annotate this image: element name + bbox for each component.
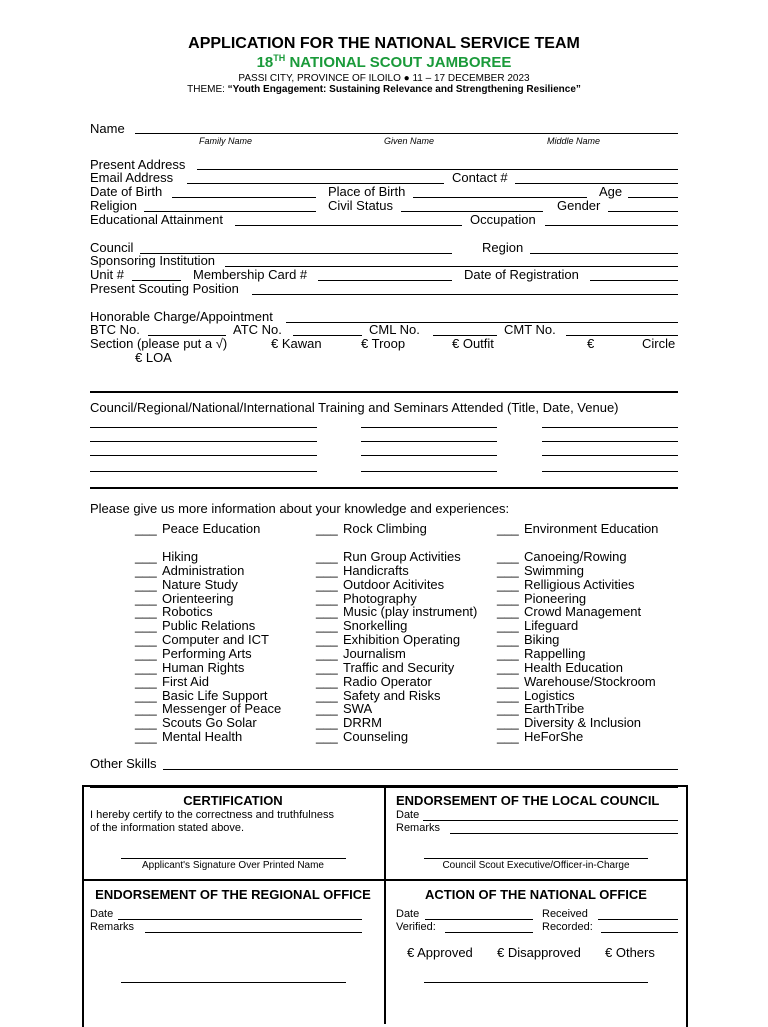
received-label: Received: [542, 908, 588, 920]
skill-label: Music (play instrument): [343, 604, 478, 620]
skill-checkbox[interactable]: ___: [497, 576, 519, 592]
box-divider-vertical: [384, 785, 386, 1024]
training-entry-field[interactable]: [361, 427, 497, 428]
applicant-signature-caption: Applicant's Signature Over Printed Name: [142, 860, 324, 871]
skills-intro: Please give us more information about your knowledge and experiences:: [90, 501, 510, 516]
age-field[interactable]: [628, 197, 678, 198]
skill-label: Human Rights: [162, 659, 245, 675]
training-entry-field[interactable]: [90, 427, 317, 428]
skill-label: SWA: [343, 701, 373, 717]
national-signature-field[interactable]: [424, 982, 648, 983]
training-entry-field[interactable]: [542, 471, 678, 472]
local-remarks-field[interactable]: [450, 833, 678, 834]
regional-remarks-field[interactable]: [145, 932, 362, 933]
civil-status-label: Civil Status: [328, 198, 394, 213]
skill-label: Mental Health: [162, 729, 243, 745]
council-signature-field[interactable]: [424, 858, 648, 859]
skill-label: Radio Operator: [343, 673, 432, 689]
approved-checkbox[interactable]: € Approved: [407, 945, 473, 960]
given-name-caption: Given Name: [384, 136, 435, 146]
local-date-label: Date: [396, 809, 420, 821]
unit-label: Unit #: [90, 267, 124, 282]
registration-label: Date of Registration: [464, 267, 579, 282]
position-field[interactable]: [252, 294, 678, 295]
skill-label: Environment Education: [524, 521, 659, 536]
name-label: Name: [90, 121, 125, 136]
email-field[interactable]: [187, 183, 444, 184]
divider: [90, 391, 678, 393]
contact-label: Contact #: [452, 170, 508, 185]
skill-checkbox[interactable]: ___: [135, 618, 157, 634]
skill-label: Performing Arts: [162, 645, 252, 661]
skill-checkbox[interactable]: ___: [316, 701, 338, 717]
skill-label: Warehouse/Stockroom: [524, 673, 656, 689]
skill-label: Hiking: [162, 549, 199, 564]
skill-label: HeForShe: [524, 729, 584, 745]
skill-checkbox[interactable]: ___: [135, 590, 157, 606]
skill-label: Logistics: [524, 687, 575, 703]
jamboree-title: 18TH NATIONAL SCOUT JAMBOREE: [256, 53, 512, 71]
training-entry-field[interactable]: [542, 441, 678, 442]
skill-checkbox[interactable]: ___: [135, 673, 157, 689]
training-entry-field[interactable]: [361, 455, 497, 456]
circle-label: Circle: [642, 336, 676, 351]
outfit-checkbox[interactable]: € Outfit: [452, 336, 494, 351]
skill-checkbox[interactable]: ___: [135, 701, 157, 717]
skill-label: Swimming: [524, 562, 584, 578]
skill-checkbox[interactable]: ___: [497, 687, 519, 703]
other-skills-field[interactable]: [163, 769, 678, 770]
skill-label: Crowd Management: [524, 604, 642, 620]
name-field[interactable]: [135, 133, 678, 134]
skill-checkbox[interactable]: ___: [316, 604, 338, 620]
national-title: ACTION OF THE NATIONAL OFFICE: [425, 887, 647, 902]
skill-checkbox[interactable]: ___: [316, 590, 338, 606]
skill-label: Nature Study: [162, 576, 238, 592]
skill-checkbox[interactable]: ___: [316, 715, 338, 731]
skill-label: Scouts Go Solar: [162, 715, 257, 731]
disapproved-checkbox[interactable]: € Disapproved: [497, 945, 581, 960]
training-entry-field[interactable]: [542, 427, 678, 428]
skill-checkbox[interactable]: ___: [497, 701, 519, 717]
skill-checkbox[interactable]: ___: [497, 618, 519, 634]
honorable-field[interactable]: [286, 322, 678, 323]
verified-label: Verified:: [396, 921, 436, 933]
certification-text-1: I hereby certify to the correctness and truthfulness: [90, 809, 334, 821]
skill-label: Biking: [524, 632, 560, 648]
skill-label: Rock Climbing: [343, 521, 427, 536]
skill-checkbox[interactable]: ___: [316, 687, 338, 703]
skill-checkbox[interactable]: ___: [135, 521, 157, 536]
skill-checkbox[interactable]: ___: [135, 549, 157, 564]
local-date-field[interactable]: [423, 820, 678, 821]
regional-title: ENDORSEMENT OF THE REGIONAL OFFICE: [95, 887, 371, 902]
training-entry-field[interactable]: [90, 471, 317, 472]
circle-checkbox[interactable]: €: [587, 336, 595, 351]
regional-date-field[interactable]: [118, 919, 362, 920]
region-field[interactable]: [530, 253, 678, 254]
skill-label: Snorkelling: [343, 618, 408, 634]
skill-checkbox[interactable]: ___: [497, 632, 519, 648]
skill-label: Diversity & Inclusion: [524, 715, 642, 731]
skill-label: Rappelling: [524, 645, 586, 661]
skill-label: Outdoor Acitivites: [343, 576, 445, 592]
skill-label: Messenger of Peace: [162, 701, 282, 717]
cmt-label: CMT No.: [504, 322, 556, 337]
section-label: Section (please put a √): [90, 336, 228, 351]
email-label: Email Address: [90, 170, 174, 185]
skill-label: Administration: [162, 562, 245, 578]
others-checkbox[interactable]: € Others: [605, 945, 655, 960]
skill-label: Run Group Activities: [343, 549, 461, 564]
skill-label: Journalism: [343, 645, 406, 661]
skill-checkbox[interactable]: ___: [135, 687, 157, 703]
cml-label: CML No.: [369, 322, 420, 337]
council-signature-caption: Council Scout Executive/Officer-in-Charge: [442, 860, 630, 871]
gender-field[interactable]: [608, 211, 678, 212]
local-remarks-label: Remarks: [396, 822, 441, 834]
recorded-field[interactable]: [601, 932, 678, 933]
membership-label: Membership Card #: [193, 267, 308, 282]
skill-checkbox[interactable]: ___: [497, 562, 519, 578]
skill-label: Photography: [343, 590, 417, 606]
skill-label: Peace Education: [162, 521, 261, 536]
verified-field[interactable]: [445, 932, 533, 933]
skill-label: Pioneering: [524, 590, 587, 606]
skill-checkbox[interactable]: ___: [135, 632, 157, 648]
recorded-label: Recorded:: [542, 921, 593, 933]
dob-label: Date of Birth: [90, 184, 163, 199]
skill-checkbox[interactable]: ___: [316, 673, 338, 689]
skill-checkbox[interactable]: ___: [316, 632, 338, 648]
dob-field[interactable]: [172, 197, 316, 198]
other-skills-label: Other Skills: [90, 756, 157, 771]
skill-checkbox[interactable]: ___: [316, 659, 338, 675]
loa-checkbox[interactable]: € LOA: [135, 350, 172, 365]
regional-remarks-label: Remarks: [90, 921, 135, 933]
skill-label: Basic Life Support: [162, 687, 268, 703]
education-field[interactable]: [235, 225, 462, 226]
skill-checkbox[interactable]: ___: [135, 576, 157, 592]
registration-field[interactable]: [590, 280, 678, 281]
skill-checkbox[interactable]: ___: [497, 645, 519, 661]
event-theme: THEME: “Youth Engagement: Sustaining Relevance and Strengthening Resilience”: [187, 84, 581, 95]
skill-checkbox[interactable]: ___: [497, 729, 519, 745]
age-label: Age: [599, 184, 623, 199]
skill-label: Safety and Risks: [343, 687, 441, 703]
contact-field[interactable]: [515, 183, 678, 184]
skill-checkbox[interactable]: ___: [316, 549, 338, 564]
training-entry-field[interactable]: [361, 471, 497, 472]
skill-checkbox[interactable]: ___: [135, 645, 157, 661]
skill-label: Orienteering: [162, 590, 234, 606]
present-address-field[interactable]: [197, 169, 678, 170]
skill-label: First Aid: [162, 673, 209, 689]
regional-date-label: Date: [90, 908, 114, 920]
honorable-label: Honorable Charge/Appointment: [90, 309, 273, 324]
present-address-label: Present Address: [90, 157, 186, 172]
family-name-caption: Family Name: [199, 136, 253, 146]
occupation-label: Occupation: [470, 212, 536, 227]
skill-label: Exhibition Operating: [343, 632, 461, 648]
skill-checkbox[interactable]: ___: [135, 562, 157, 578]
skill-label: Lifeguard: [524, 618, 579, 634]
region-label: Region: [482, 240, 524, 255]
training-entry-field[interactable]: [361, 441, 497, 442]
training-entry-field[interactable]: [90, 455, 317, 456]
skill-checkbox[interactable]: ___: [135, 604, 157, 620]
certification-text-2: of the information stated above.: [90, 822, 245, 834]
skill-checkbox[interactable]: ___: [316, 618, 338, 634]
certification-title: CERTIFICATION: [183, 793, 283, 808]
skill-checkbox[interactable]: ___: [497, 673, 519, 689]
training-entry-field[interactable]: [542, 455, 678, 456]
skill-checkbox[interactable]: ___: [316, 729, 338, 745]
applicant-signature-field[interactable]: [121, 858, 346, 859]
atc-label: ATC No.: [233, 322, 282, 337]
skill-checkbox[interactable]: ___: [135, 715, 157, 731]
training-entry-field[interactable]: [90, 441, 317, 442]
skill-checkbox[interactable]: ___: [316, 576, 338, 592]
box-divider-horizontal: [82, 879, 686, 881]
skill-checkbox[interactable]: ___: [497, 659, 519, 675]
skill-checkbox[interactable]: ___: [497, 604, 519, 620]
skill-label: Handicrafts: [343, 562, 409, 578]
skill-checkbox[interactable]: ___: [135, 659, 157, 675]
skill-label: Computer and ICT: [162, 632, 269, 648]
btc-label: BTC No.: [90, 322, 140, 337]
skill-label: Counseling: [343, 729, 409, 745]
position-label: Present Scouting Position: [90, 281, 239, 296]
skill-label: DRRM: [343, 715, 382, 731]
skill-checkbox[interactable]: ___: [497, 715, 519, 731]
skill-label: Traffic and Security: [343, 659, 455, 675]
religion-label: Religion: [90, 198, 137, 213]
middle-name-caption: Middle Name: [547, 136, 601, 146]
education-label: Educational Attainment: [90, 212, 223, 227]
divider: [90, 487, 678, 489]
troop-checkbox[interactable]: € Troop: [361, 336, 406, 351]
council-label: Council: [90, 240, 134, 255]
national-date-label: Date: [396, 908, 420, 920]
skill-checkbox[interactable]: ___: [497, 521, 519, 536]
skill-label: Canoeing/Rowing: [524, 549, 627, 564]
skill-label: Public Relations: [162, 618, 256, 634]
gender-label: Gender: [557, 198, 601, 213]
event-location: PASSI CITY, PROVINCE OF ILOILO ● 11 – 17 DECEMBER 2023: [238, 73, 530, 84]
skill-checkbox[interactable]: ___: [497, 549, 519, 564]
membership-field[interactable]: [318, 280, 452, 281]
skill-checkbox[interactable]: ___: [316, 521, 338, 536]
sponsoring-label: Sponsoring Institution: [90, 253, 216, 268]
skill-checkbox[interactable]: ___: [497, 590, 519, 606]
skill-label: EarthTribe: [524, 701, 585, 717]
local-council-title: ENDORSEMENT OF THE LOCAL COUNCIL: [396, 793, 660, 808]
form-title: APPLICATION FOR THE NATIONAL SERVICE TEAM: [188, 35, 580, 52]
skill-label: Relligious Activities: [524, 576, 635, 592]
kawan-checkbox[interactable]: € Kawan: [271, 336, 322, 351]
national-date-field[interactable]: [425, 919, 533, 920]
skill-checkbox[interactable]: ___: [135, 729, 157, 745]
occupation-field[interactable]: [545, 225, 678, 226]
regional-signature-field[interactable]: [121, 982, 346, 983]
skill-checkbox[interactable]: ___: [316, 562, 338, 578]
skill-label: Health Education: [524, 659, 624, 675]
skill-label: Robotics: [162, 604, 213, 620]
skill-checkbox[interactable]: ___: [316, 645, 338, 661]
pob-label: Place of Birth: [328, 184, 406, 199]
training-heading: Council/Regional/National/International Training and Seminars Attended (Title, Date, Venue): [90, 400, 619, 415]
received-field[interactable]: [598, 919, 678, 920]
